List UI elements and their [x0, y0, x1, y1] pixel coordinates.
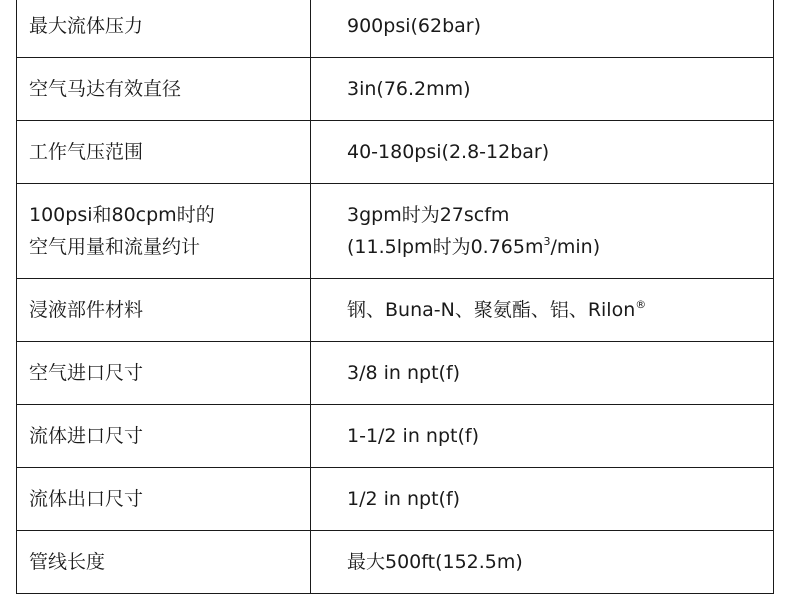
spec-label: 最大流体压力: [17, 0, 311, 58]
spec-label: 流体进口尺寸: [17, 405, 311, 468]
table-row: [17, 184, 774, 279]
spec-value: 900psi(62bar): [311, 0, 774, 58]
spec-value-line: [347, 231, 773, 263]
spec-label: 空气进口尺寸: [17, 342, 311, 405]
spec-label: 流体出口尺寸: [17, 468, 311, 531]
spec-label-line: 空气用量和流量约计: [29, 236, 201, 258]
spec-value: 最大500ft(152.5m): [311, 531, 774, 594]
table-row: [17, 58, 774, 121]
table-row: [17, 531, 774, 594]
spec-label-line: 100psi和80cpm时的: [29, 204, 215, 226]
spec-value: 1/2 in npt(f): [311, 468, 774, 531]
registered-mark: ®: [635, 298, 647, 311]
spec-value-line: 3gpm时为27scfm: [347, 204, 510, 226]
spec-label: 浸液部件材料: [17, 279, 311, 342]
superscript-three: 3: [543, 235, 551, 248]
table-row: [17, 121, 774, 184]
spec-value: 3/8 in npt(f): [311, 342, 774, 405]
spec-value-text: /min): [550, 236, 601, 258]
table-row: [17, 342, 774, 405]
spec-value: 40-180psi(2.8-12bar): [311, 121, 774, 184]
spec-value-text: (11.5lpm时为0.765m: [347, 236, 544, 258]
table-row: [17, 279, 774, 342]
table-row: [17, 405, 774, 468]
spec-value: 3in(76.2mm): [311, 58, 774, 121]
table-row: [17, 0, 774, 58]
spec-label: 管线长度: [17, 531, 311, 594]
spec-value: 1-1/2 in npt(f): [311, 405, 774, 468]
table-row: [17, 468, 774, 531]
spec-table: [16, 0, 774, 594]
spec-table-body: [17, 0, 774, 594]
spec-value-text: 钢、Buna-N、聚氨酯、铝、Rilon: [347, 299, 636, 321]
spec-value: [311, 184, 774, 279]
spec-label: [17, 184, 311, 279]
spec-label: 空气马达有效直径: [17, 58, 311, 121]
spec-label: 工作气压范围: [17, 121, 311, 184]
spec-value: [311, 279, 774, 342]
